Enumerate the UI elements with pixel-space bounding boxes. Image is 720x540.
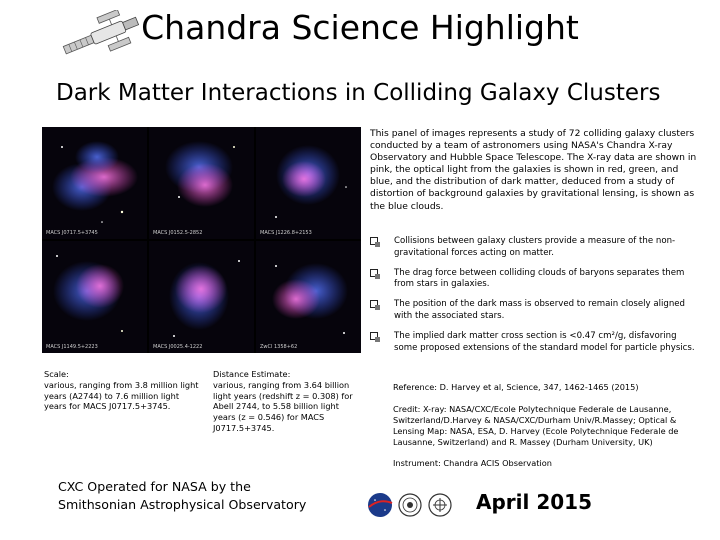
bullet-list — [370, 236, 700, 362]
cluster-image-grid — [42, 127, 361, 353]
distance-block — [213, 369, 363, 434]
cluster-panel — [42, 241, 147, 353]
bullet-text: The implied dark matter cross section is <0.47 cm²/g, disfavoring some proposed extensions of the standard model for particle physics. — [394, 330, 695, 353]
cluster-panel — [149, 127, 254, 239]
list-item — [370, 268, 700, 292]
instrument-text: Instrument: Chandra ACIS Observation — [393, 458, 552, 468]
bullet-text: The drag force between colliding clouds of baryons separates them from stars in galaxies. — [394, 267, 685, 290]
footer-line: Smithsonian Astrophysical Observatory — [58, 497, 307, 512]
panel-label: MACS J1226.8+2153 — [260, 230, 312, 236]
checkbox-bullet-icon — [370, 269, 378, 277]
checkbox-bullet-icon — [370, 300, 378, 308]
bullet-text: The position of the dark mass is observed to remain closely aligned with the associated stars. — [394, 299, 686, 321]
reference-text: Reference: D. Harvey et al, Science, 347, 1462-1465 (2015) — [393, 382, 639, 392]
intro-paragraph: This panel of images represents a study of 72 colliding galaxy clusters conducted by a team of astronomers using NASA's Chandra X-ray Observatory and Hubble Space Telescope. The X-ray data are shown in pink, the optical light from the galaxies is shown in red, green, and blue, and the distribution of dark matter, deduced from a study of distortion of background galaxies by gravitational lensing, is shown as the blue clouds. — [370, 128, 697, 212]
list-item — [370, 236, 700, 260]
scale-heading: Scale: — [44, 369, 69, 379]
bullet-text: Collisions between galaxy clusters provide a measure of the non-gravitational forces acting on matter. — [394, 236, 676, 258]
cfa-logo-icon — [429, 494, 451, 516]
panel-label: MACS J1149.5+2223 — [46, 344, 98, 350]
scale-block — [44, 369, 204, 412]
cluster-panel — [149, 241, 254, 353]
cluster-panel — [42, 127, 147, 239]
panel-label: ZwCl 1358+62 — [260, 344, 298, 350]
page-title: Chandra Science Highlight — [141, 8, 579, 47]
distance-heading: Distance Estimate: — [213, 369, 291, 379]
page-subtitle: Dark Matter Interactions in Colliding Galaxy Clusters — [56, 80, 661, 106]
footer-line: CXC Operated for NASA by the — [58, 479, 251, 494]
cluster-panel — [256, 127, 361, 239]
list-item — [370, 331, 700, 355]
scale-text: various, ranging from 3.8 million light years (A2744) to 7.6 million light years for MACS J0717.5+3745. — [44, 379, 199, 412]
smithsonian-logo-icon — [399, 494, 421, 516]
panel-label: MACS J0025.4-1222 — [153, 344, 203, 350]
distance-text: various, ranging from 3.64 billion light years (redshift z = 0.308) for Abell 2744, to 5.58 billion light years (z = 0.546) for MACS J0717.5+3745. — [213, 379, 353, 433]
panel-label: MACS J0152.5-2852 — [153, 230, 203, 236]
nasa-logo-icon — [368, 493, 392, 517]
checkbox-bullet-icon — [370, 237, 378, 245]
credit-text: Credit: X-ray: NASA/CXC/Ecole Polytechnique Federale de Lausanne, Switzerland/D.Harvey & NASA/CXC/Durham Univ/R.Massey; Optical & Lensing Map: NASA, ESA, D. Harvey (Ecole Polytechnique Federale de Lausanne, Switzerland) and R. Massey (Durham University, UK) — [393, 404, 679, 447]
logos — [365, 490, 465, 520]
checkbox-bullet-icon — [370, 332, 378, 340]
panel-label: MACS J0717.5+3745 — [46, 230, 98, 236]
cluster-panel — [256, 241, 361, 353]
publication-date: April 2015 — [476, 490, 592, 514]
footer-credit — [58, 478, 358, 514]
list-item — [370, 299, 700, 323]
